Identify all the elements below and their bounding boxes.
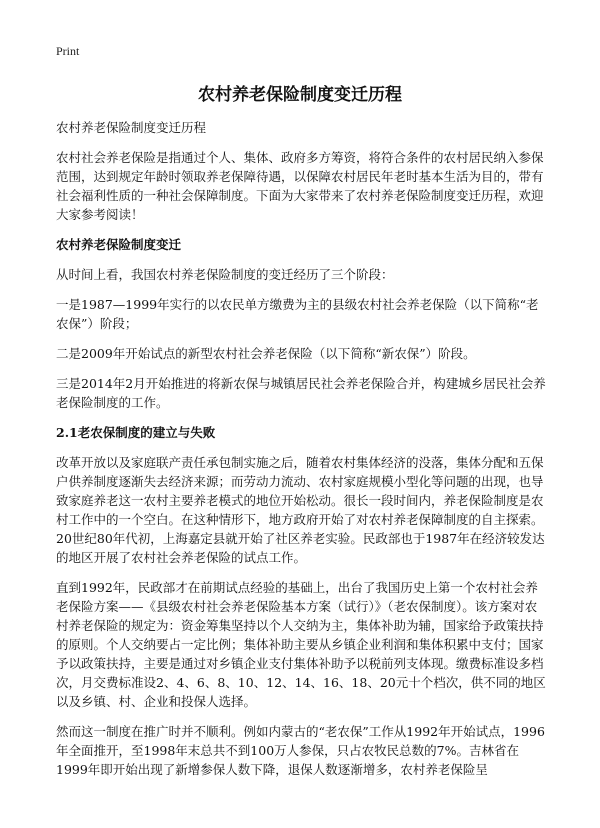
intro-paragraph: 农村社会养老保险是指通过个人、集体、政府多方筹资，将符合条件的农村居民纳入参保范围，达到规定年龄时领取养老保障待遇，以保障农村居民年老时基本生活为目的，带有社会福利性质的一种社会保障制度。下面为大家带来了农村养老保险制度变迁历程，欢迎大家参考阅读！ bbox=[56, 150, 544, 222]
paragraph: 三是2014年2月开始推进的将新农保与城镇居民社会养老保险合并，构建城乡居民社会养老保险制度的工作。 bbox=[56, 376, 546, 410]
paragraph: 二是2009年开始试点的新型农村社会养老保险（以下简称“新农保”）阶段。 bbox=[56, 346, 476, 361]
subtitle: 农村养老保险制度变迁历程 bbox=[56, 120, 207, 135]
print-link[interactable]: Print bbox=[56, 44, 80, 58]
document-title: 农村养老保险制度变迁历程 bbox=[198, 85, 402, 105]
paragraph: 然而这一制度在推广时并不顺利。例如内蒙古的“老农保”工作从1992年开始试点，1996年全面推开，至1998年末总共不到100万人参保，只占农牧民总数的7%。吉林省在1999年即开始出现了新增参保人数下降，退保人数逐渐增多，农村养老保险呈 bbox=[56, 724, 545, 777]
paragraph: 从时间上看，我国农村养老保险制度的变迁经历了三个阶段： bbox=[56, 267, 394, 282]
section-heading-old-insurance: 2.1老农保制度的建立与失败 bbox=[56, 425, 216, 440]
paragraph: 改革开放以及家庭联产责任承包制实施之后，随着农村集体经济的没落，集体分配和五保户供养制度逐渐失去经济来源；而劳动力流动、农村家庭规模小型化等问题的出现，也导致家庭养老这一农村主要养老模式的地位开始松动。很长一段时间内，养老保险制度是农村工作中的一个空白。在这种情形下，地方政府开始了对农村养老保障制度的自主探索。20世纪80年代初，上海嘉定县就开始了社区养老实验。民政部也于1987年在经济较发达的地区开展了农村社会养老保险的试点工作。 bbox=[56, 455, 545, 565]
section-heading-changes: 农村养老保险制度变迁 bbox=[56, 237, 182, 252]
document-body bbox=[56, 118, 546, 790]
paragraph: 直到1992年，民政部才在前期试点经验的基础上，出台了我国历史上第一个农村社会养老保险方案——《县级农村社会养老保险基本方案（试行）》（老农保制度）。该方案对农村养老保险的规定为：资金筹集坚持以个人交纳为主，集体补助为辅，国家给予政策扶持的原则。个人交纳要占一定比例；集体补助主要从乡镇企业利润和集体积累中支付；国家予以政策扶持，主要是通过对乡镇企业支付集体补助予以税前列支体现。缴费标准设多档次，月交费标准设2、4、6、8、10、12、14、16、18、20元十个档次，供不同的地区以及乡镇、村、企业和投保人选择。 bbox=[56, 580, 546, 709]
paragraph: 一是1987—1999年实行的以农民单方缴费为主的县级农村社会养老保险（以下简称“老农保”）阶段； bbox=[56, 297, 539, 331]
